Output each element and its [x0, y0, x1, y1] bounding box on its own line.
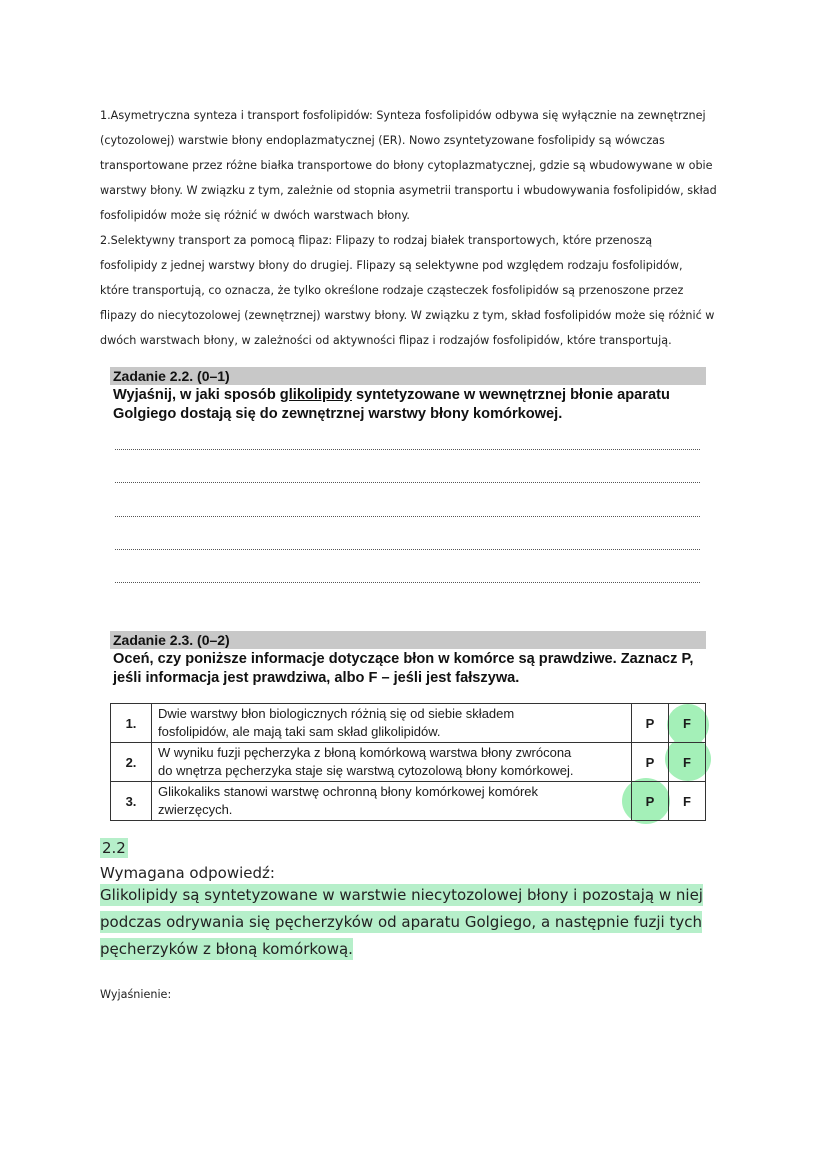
option-p-label: P: [645, 793, 655, 809]
task-2-2-header: Zadanie 2.2. (0–1): [110, 367, 706, 385]
notes-line: fosfolipidów może się różnić w dwóch warstwach błony.: [100, 209, 410, 222]
notes-block: [100, 103, 730, 353]
table-row: [111, 704, 706, 743]
statement-line: Dwie warstwy błon biologicznych różnią się od siebie składem: [158, 706, 515, 721]
question-line: Oceń, czy poniższe informacje dotyczące błon w komórce są prawdziwe. Zaznacz P,: [113, 651, 694, 667]
notes-line: flipazy do niecytozolowej (zewnętrznej) warstwy błony. W związku z tym, skład fosfolipidów może się różnić w: [100, 309, 715, 322]
answer-number: 2.2: [102, 839, 126, 857]
option-f-label: F: [683, 754, 691, 770]
question-underlined-term: glikolipidy: [279, 387, 352, 403]
statement-line: do wnętrza pęcherzyka staje się warstwą cytozolową błony komórkowej.: [158, 763, 574, 778]
answer-dotted-line[interactable]: [115, 482, 700, 483]
answer-dotted-line[interactable]: [115, 516, 700, 517]
statement-line: fosfolipidów, ale mają taki sam skład glikolipidów.: [158, 724, 441, 739]
row-number: 2.: [111, 743, 152, 782]
answer-dotted-line[interactable]: [115, 449, 700, 450]
question-text: Wyjaśnij, w jaki sposób: [113, 387, 280, 403]
answer-line-text: pęcherzyków z błoną komórkową.: [100, 940, 353, 958]
answer-dotted-line[interactable]: [115, 549, 700, 550]
answer-dotted-line[interactable]: [115, 582, 700, 583]
answer-line-text: Glikolipidy są syntetyzowane w warstwie niecytozolowej błony i pozostają w niej: [100, 886, 703, 904]
notes-line: 1.Asymetryczna synteza i transport fosfolipidów: Synteza fosfolipidów odbywa się wyłącznie na zewnętrznej: [100, 109, 706, 122]
question-line: jeśli informacja jest prawdziwa, albo F – jeśli jest fałszywa.: [113, 670, 520, 686]
notes-line: które transportują, co oznacza, że tylko określone rodzaje cząsteczek fosfolipidów są przenoszone przez: [100, 284, 684, 297]
notes-line: 2.Selektywny transport za pomocą flipaz: Flipazy to rodzaj białek transportowych, które przenoszą: [100, 234, 653, 247]
answer-line: [100, 909, 703, 936]
required-answer-label: Wymagana odpowiedź:: [100, 864, 275, 882]
statement-line: W wyniku fuzji pęcherzyka z błoną komórkową warstwa błony zwrócona: [158, 745, 572, 760]
option-p[interactable]: P: [632, 743, 669, 782]
option-f-selected[interactable]: [669, 743, 706, 782]
statement-cell: [152, 782, 632, 821]
answer-line-text: podczas odrywania się pęcherzyków od aparatu Golgiego, a następnie fuzji tych: [100, 913, 703, 931]
question-text: syntetyzowane w wewnętrznej błonie aparatu: [351, 387, 670, 403]
notes-line: (cytozolowej) warstwie błony endoplazmatycznej (ER). Nowo zsyntetyzowane fosfolipidy są wówczas: [100, 134, 665, 147]
answer-line: [100, 882, 703, 909]
explanation-label: Wyjaśnienie:: [100, 988, 172, 1001]
statement-cell: [152, 743, 632, 782]
question-line: Golgiego dostają się do zewnętrznej warstwy błony komórkowej.: [113, 406, 563, 422]
notes-line: warstwy błony. W związku z tym, zależnie od stopnia asymetrii transportu i wbudowywania fosfolipidów, skład: [100, 184, 717, 197]
table-row: [111, 743, 706, 782]
statement-cell: [152, 704, 632, 743]
row-number: 1.: [111, 704, 152, 743]
option-f-selected[interactable]: [669, 704, 706, 743]
row-number: 3.: [111, 782, 152, 821]
option-f-label: F: [683, 715, 691, 731]
option-f[interactable]: F: [669, 782, 706, 821]
option-p[interactable]: P: [632, 704, 669, 743]
question-line: [113, 386, 713, 405]
notes-line: transportowane przez różne białka transportowe do błony cytoplazmatycznej, gdzie są wbudowywane w obie: [100, 159, 713, 172]
task-2-3-header: Zadanie 2.3. (0–2): [110, 631, 706, 649]
option-p-selected[interactable]: [632, 782, 669, 821]
notes-line: fosfolipidy z jednej warstwy błony do drugiej. Flipazy są selektywne pod względem rodzaju fosfolipidów,: [100, 259, 683, 272]
true-false-table: [110, 703, 706, 821]
answer-line: [100, 936, 703, 963]
task-2-3-question: [113, 650, 713, 688]
notes-line: dwóch warstwach błony, w zależności od aktywności flipaz i rodzajów fosfolipidów, które transportują.: [100, 334, 672, 347]
statement-line: Glikokaliks stanowi warstwę ochronną błony komórkowej komórek: [158, 784, 539, 799]
required-answer-text: [100, 882, 703, 963]
table-row: [111, 782, 706, 821]
task-2-2-question: [113, 386, 713, 424]
statement-line: zwierzęcych.: [158, 802, 233, 817]
